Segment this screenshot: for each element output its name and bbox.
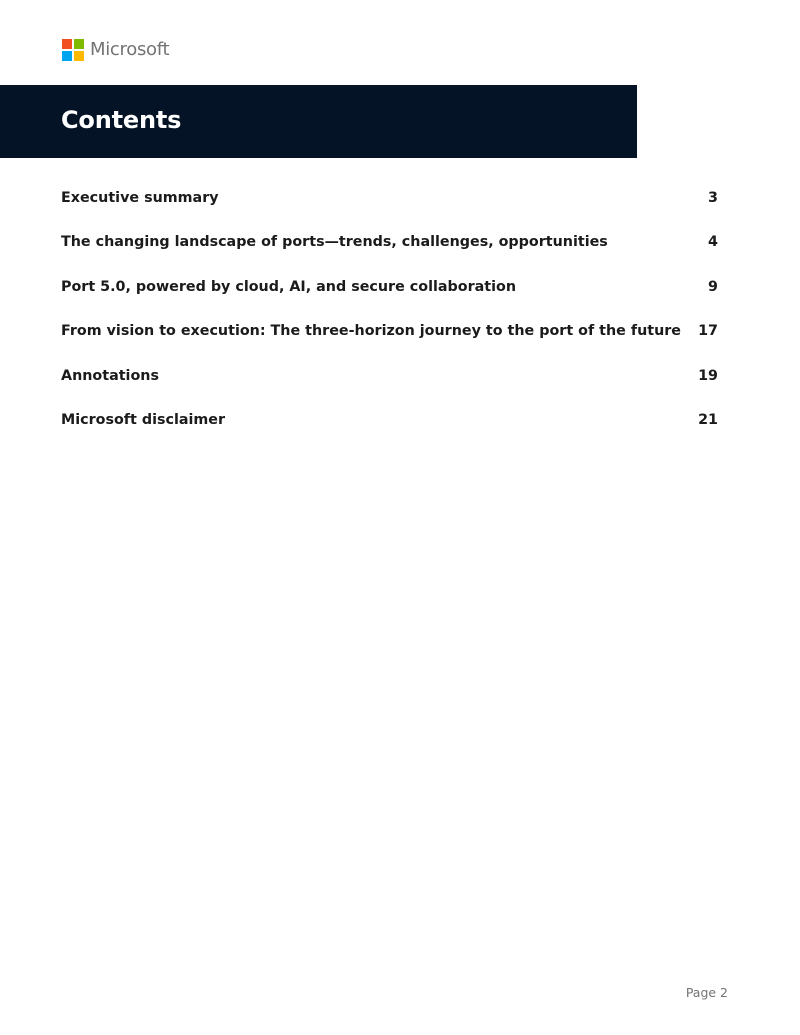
microsoft-logo <box>62 38 169 61</box>
toc-entry-page: 9 <box>708 278 718 295</box>
toc-entry[interactable] <box>61 275 719 319</box>
toc-entry[interactable] <box>61 319 719 363</box>
logo-square-green <box>74 39 84 49</box>
toc-entry[interactable] <box>61 186 719 230</box>
toc-entry-title: Microsoft disclaimer <box>61 411 226 428</box>
logo-square-blue <box>62 51 72 61</box>
page-number: Page 2 <box>685 985 728 1000</box>
microsoft-logo-icon <box>62 39 84 61</box>
page-title: Contents <box>61 106 182 134</box>
toc-entry-page: 19 <box>698 367 718 384</box>
toc-entry-title: Annotations <box>61 367 159 384</box>
toc-entry-page: 21 <box>698 411 718 428</box>
toc-entry[interactable] <box>61 408 719 452</box>
toc-entry[interactable] <box>61 230 719 274</box>
toc-entry-page: 17 <box>698 323 718 340</box>
table-of-contents <box>61 186 719 452</box>
toc-entry-title: From vision to execution: The three-horizon journey to the port of the future <box>61 323 682 340</box>
logo-wordmark: Microsoft <box>90 38 170 60</box>
toc-entry-page: 3 <box>708 190 718 206</box>
logo-square-red <box>62 39 72 49</box>
toc-entry-title: Port 5.0, powered by cloud, AI, and secure collaboration <box>61 278 517 295</box>
toc-entry-title: The changing landscape of ports—trends, challenges, opportunities <box>61 234 608 251</box>
toc-entry-title: Executive summary <box>61 190 219 206</box>
toc-entry-page: 4 <box>708 234 718 251</box>
logo-square-yellow <box>74 51 84 61</box>
title-band <box>0 85 637 158</box>
toc-entry[interactable] <box>61 364 719 408</box>
